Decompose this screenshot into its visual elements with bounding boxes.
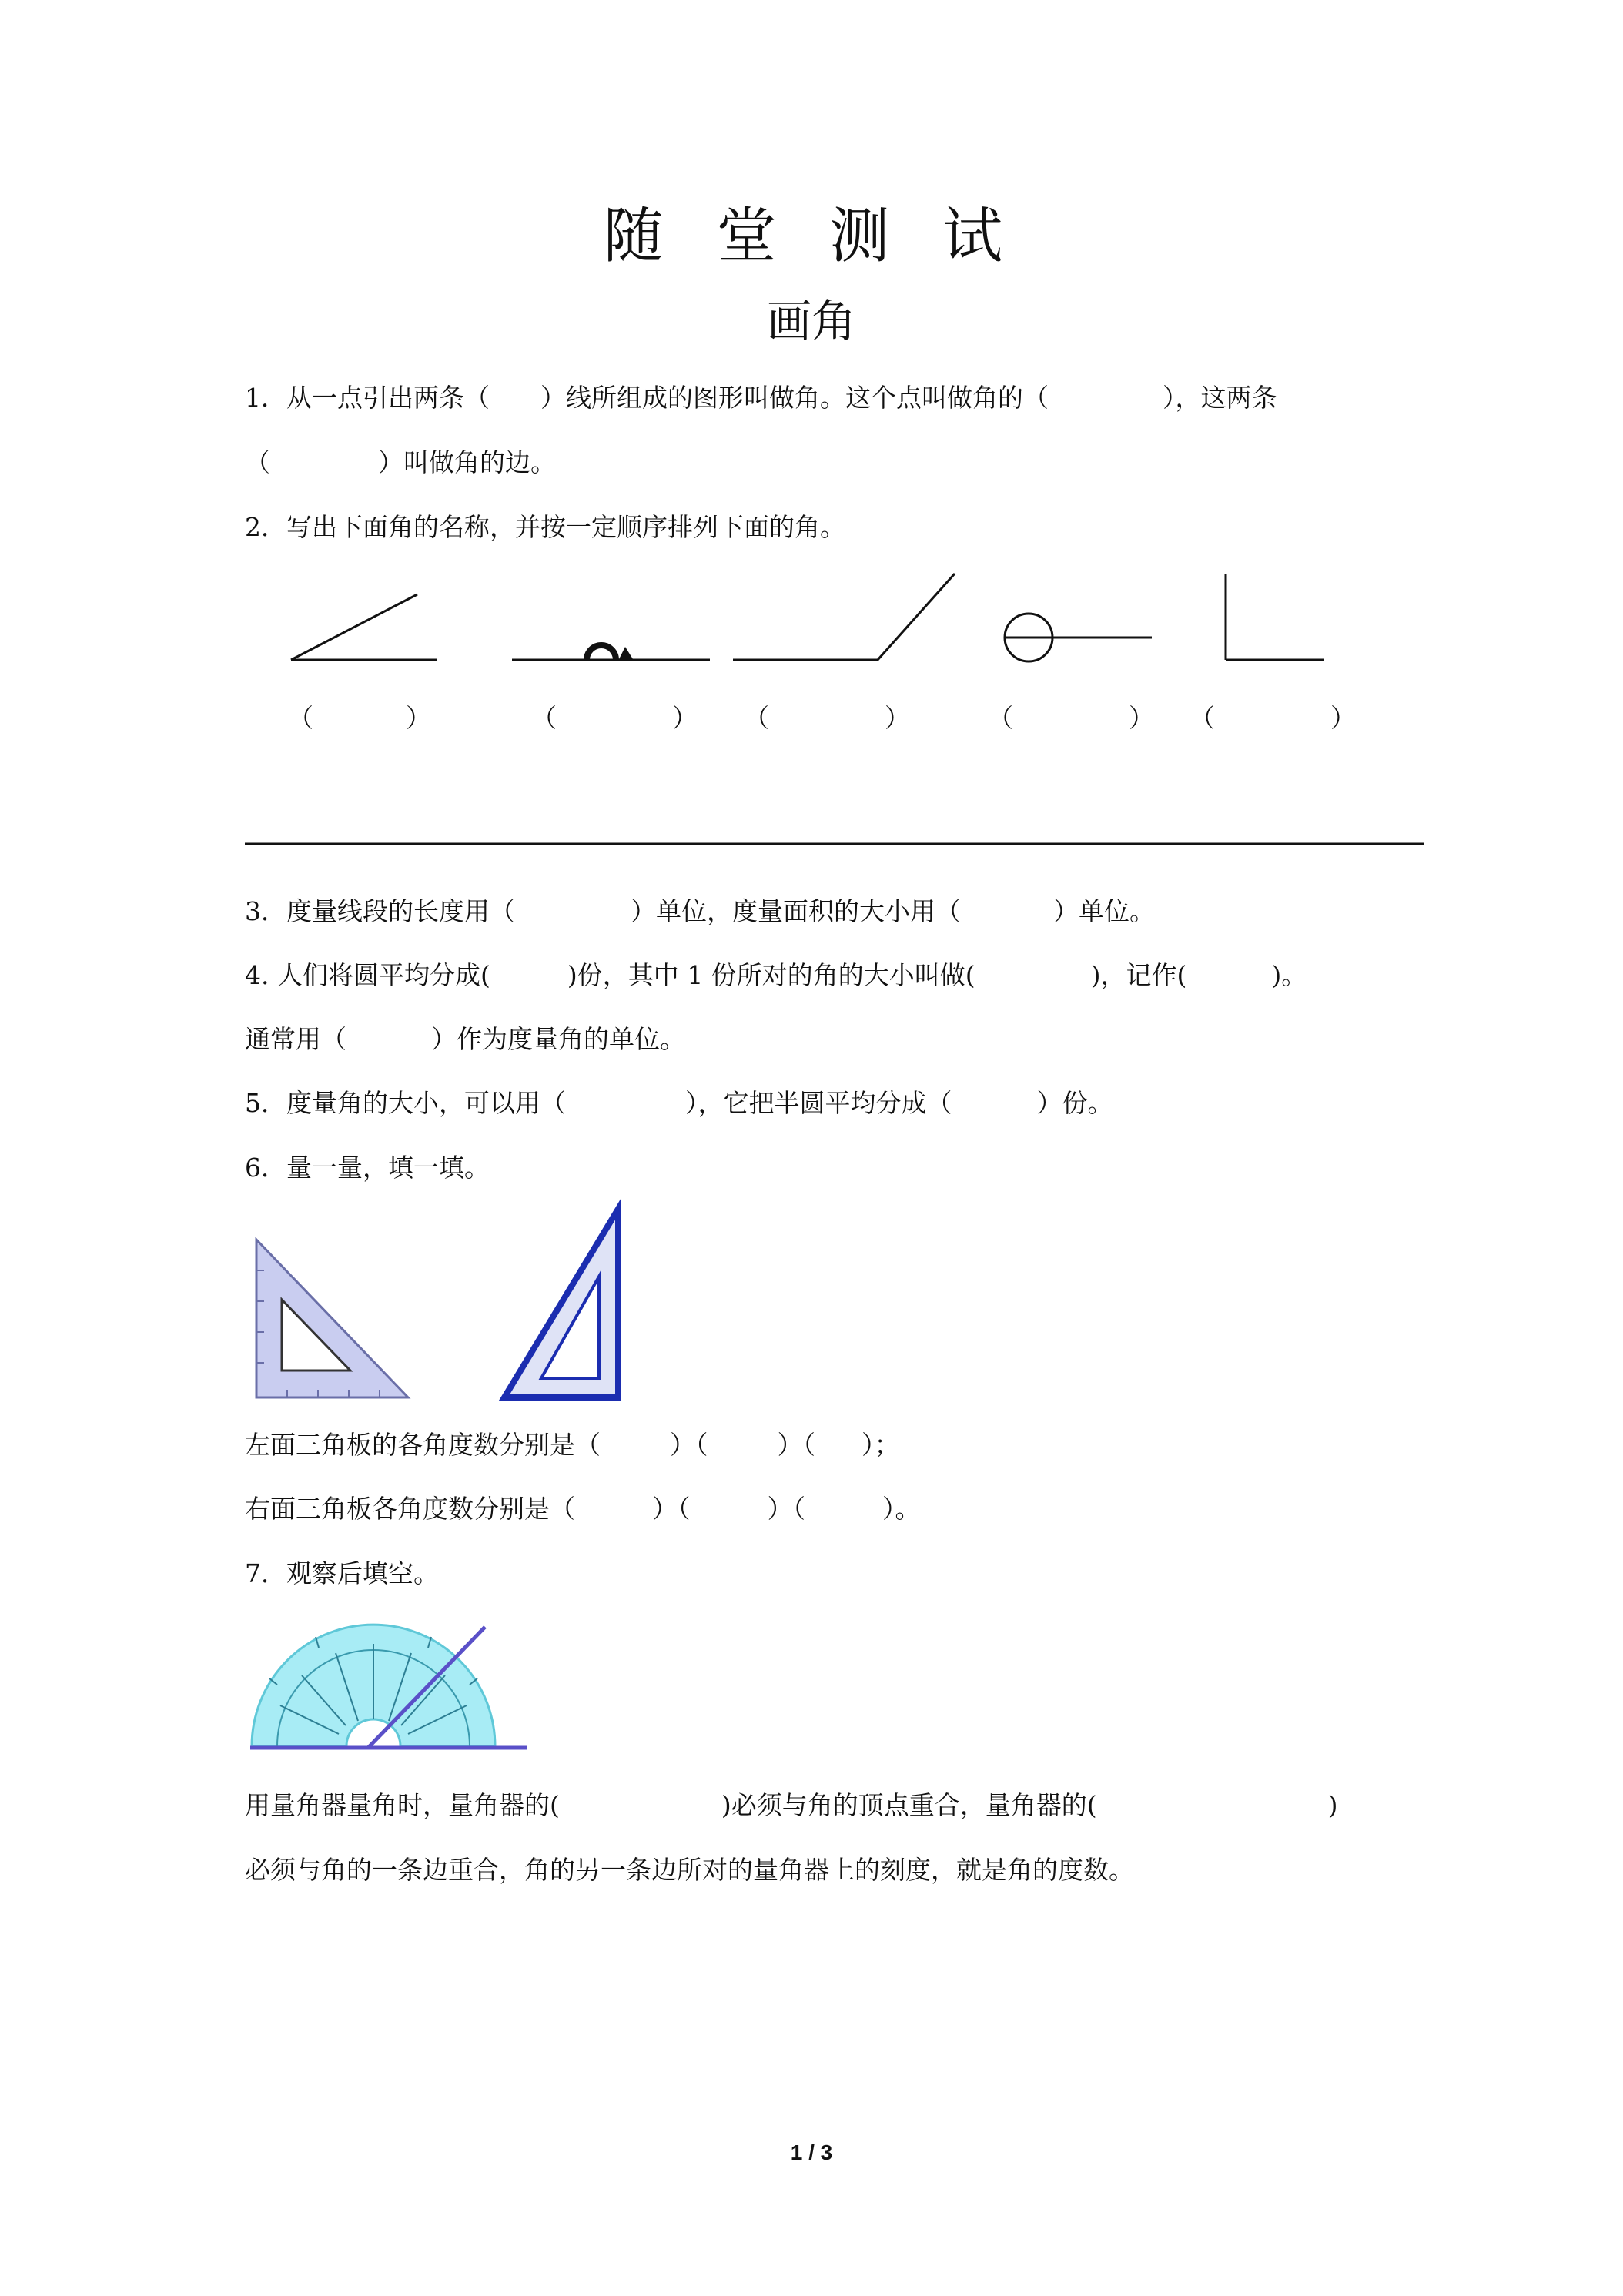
q6-right-text-d: ）。 (882, 1494, 921, 1524)
q6-right-text-c: ）（ (767, 1494, 805, 1524)
q3-text-b: ）单位，度量面积的大小用（ (631, 896, 961, 926)
q7-line-1 (245, 1792, 1338, 1818)
q7-line-2: 必须与角的一条边重合，角的另一条边所对的量角器上的刻度，就是角的度数。 (245, 1855, 1134, 1885)
q4-text-c: )，记作( (1090, 960, 1187, 990)
q4-text-e: 通常用（ (245, 1024, 346, 1054)
protractor (250, 1625, 527, 1748)
q6-left-text-c: ）（ (777, 1430, 815, 1460)
q1-text-c: ），这两条 (1163, 383, 1277, 413)
q6-right-text-a: 右面三角板各角度数分别是（ (245, 1494, 575, 1524)
page-subtitle: 画角 (766, 295, 856, 347)
q6-left-text-a: 左面三角板的各角度数分别是（ (245, 1430, 601, 1460)
q5-text-c: ）份。 (1036, 1088, 1113, 1118)
q1-text-e: ）叫做角的边。 (378, 447, 556, 477)
question-7-text: 7．观察后填空。 (245, 1558, 439, 1588)
q4-text-a: 4. 人们将圆平均分成( (245, 960, 490, 990)
q5-text-a: 5．度量角的大小，可以用（ (245, 1088, 566, 1118)
q2-paren-close: ） (1330, 703, 1356, 733)
q2-paren-open: （ (988, 703, 1013, 733)
q7-text-a: 用量角器量角时，量角器的( (245, 1790, 560, 1820)
q3-text-a: 3．度量线段的长度用（ (245, 896, 515, 926)
q3-text-c: ）单位。 (1053, 896, 1155, 926)
q2-paren-close: ） (1129, 703, 1154, 733)
q1-text-d: （ (245, 447, 270, 477)
q2-paren-open: （ (531, 703, 557, 733)
question-2-text: 2．写出下面角的名称，并按一定顺序排列下面的角。 (245, 512, 845, 542)
q2-paren-close: ） (885, 703, 910, 733)
q5-text-b: ），它把半圆平均分成（ (685, 1088, 952, 1118)
q1-text-a: 从一点引出两条（ (286, 383, 490, 413)
q4-text-d: )。 (1271, 960, 1307, 990)
q2-paren-close: ） (406, 703, 431, 733)
q6-left-text-d: ）； (862, 1430, 900, 1460)
q4-text-b: )份，其中 1 份所对的角的大小叫做( (567, 960, 975, 990)
q4-text-f: ）作为度量角的单位。 (431, 1024, 685, 1054)
q7-text-b: )必须与角的顶点重合，量角器的( (721, 1790, 1097, 1820)
q2-paren-open: （ (288, 703, 313, 733)
q6-right-text-b: ）（ (652, 1494, 691, 1524)
q2-paren-close: ） (672, 703, 698, 733)
question-6-text: 6．量一量，填一填。 (245, 1153, 490, 1183)
q7-text-c: ) (1327, 1790, 1338, 1820)
page-title: 随 堂 测 试 (603, 202, 1020, 271)
q6-left-text-b: ）（ (670, 1430, 708, 1460)
q2-paren-open: （ (744, 703, 769, 733)
q2-paren-open: （ (1190, 703, 1215, 733)
q1-number: 1． (245, 383, 286, 413)
page-number: 1 / 3 (790, 2140, 833, 2164)
q1-text-b: ）线所组成的图形叫做角。这个点叫做角的（ (540, 383, 1049, 413)
